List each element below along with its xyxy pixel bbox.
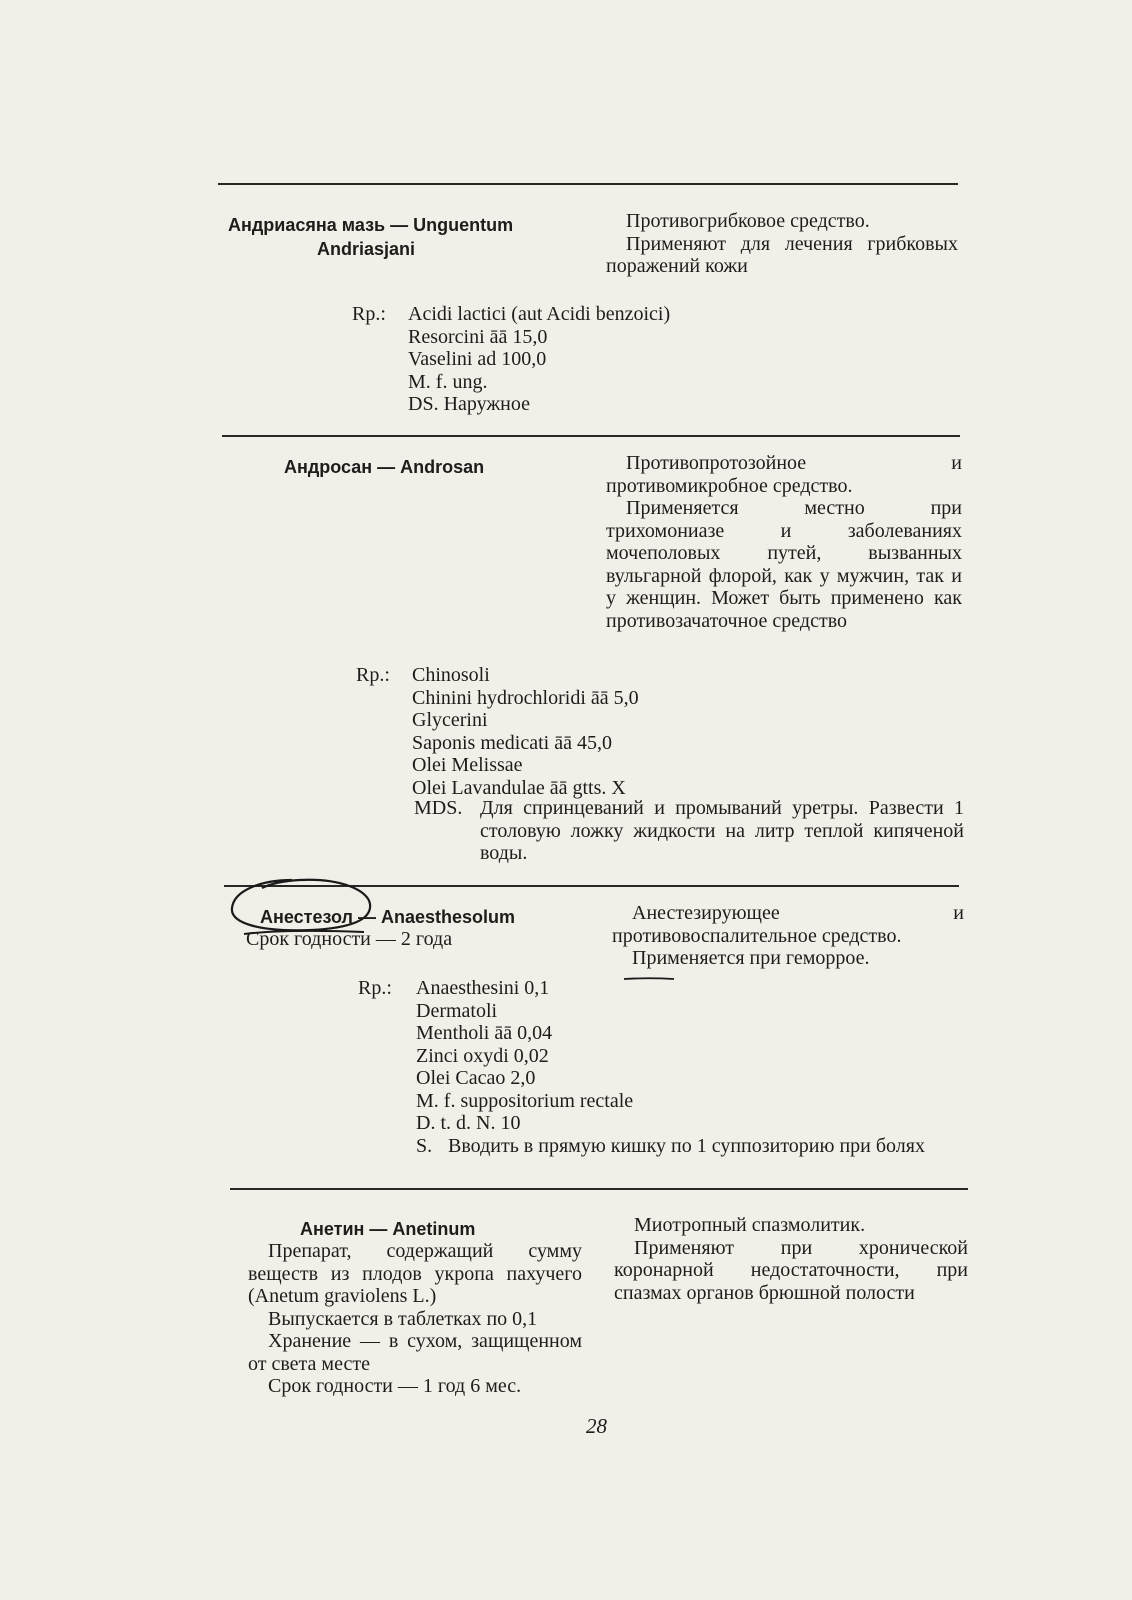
description-paragraph: Миотропный спазмолитик. [634, 1214, 866, 1236]
description-paragraph: Применяется при геморрое. [632, 947, 870, 969]
section-divider [230, 1188, 968, 1190]
entry-left-text [248, 1240, 582, 1398]
signa-label: S. [416, 1135, 433, 1157]
left-paragraph: Препарат, содержащий сумму веществ из плодов укропа пахучего (Anetum graviolens L.) [248, 1240, 582, 1307]
rx-line: DS. Наружное [408, 393, 531, 415]
rx-line: Zinci oxydi 0,02 [416, 1044, 549, 1067]
rx-label: Rp.: [352, 303, 386, 325]
rx-line: Anaesthesini 0,1 [416, 977, 550, 999]
entry-title-continued: Andriasjani [317, 239, 416, 259]
description-paragraph: Противогрибковое средство. [626, 210, 870, 232]
entry-title: Анестезол — Anaesthesolum [260, 907, 515, 927]
left-paragraph: Срок годности — 1 год 6 мес. [268, 1375, 522, 1397]
description-paragraph: Применяют при хронической коронарной недостаточности, при спазмах органов брюшной полости [614, 1236, 968, 1304]
shelf-life: Срок годности — 2 года [246, 928, 453, 950]
entry-title: Анетин — Anetinum [300, 1219, 476, 1239]
rx-line: Vaselini ad 100,0 [408, 348, 547, 370]
rx-line: Dermatoli [416, 999, 498, 1022]
rx-line: D. t. d. N. 10 [416, 1112, 521, 1134]
rx-line: Resorcini āā 15,0 [408, 325, 548, 348]
description-paragraph: Применяется местно при трихомониазе и заболеваниях мочеполовых путей, вызванных вульгарной флорой, как у мужчин, так и у женщин. Может быть применено как противозачаточное средство [606, 497, 962, 632]
section-divider [218, 183, 958, 185]
rx-line: Mentholi āā 0,04 [416, 1022, 553, 1044]
section-divider [222, 435, 960, 437]
rx-line: Saponis medicati āā 45,0 [412, 731, 612, 754]
rx-line: M. f. suppositorium rectale [416, 1089, 634, 1112]
rx-line: Olei Lavandulae āā gtts. X [412, 776, 626, 799]
left-paragraph: Выпускается в таблетках по 0,1 [268, 1307, 538, 1330]
entry-description [612, 902, 964, 970]
rx-line: M. f. ung. [408, 370, 488, 393]
entry-title: Андриасяна мазь — Unguentum [228, 215, 514, 235]
entry-title: Андросан — Androsan [284, 457, 485, 477]
rx-line: Chinosoli [412, 664, 490, 686]
rx-line: Chinini hydrochloridi āā 5,0 [412, 686, 639, 709]
description-paragraph: Противопротозойное и противомикробное средство. [606, 452, 962, 497]
rx-line: Glycerini [412, 709, 488, 731]
rx-line: Olei Melissae [412, 754, 523, 776]
rx-label: Rp.: [358, 977, 392, 999]
signa-text: Вводить в прямую кишку по 1 суппозиторию при болях [448, 1135, 925, 1157]
entry-description [614, 1214, 968, 1304]
prescription-block [356, 664, 756, 804]
page-number: 28 [586, 1414, 607, 1438]
left-paragraph: Хранение — в сухом, защищенном от света месте [248, 1330, 582, 1375]
entry-description [606, 210, 958, 278]
description-paragraph: Анестезирующее и противовоспалительное средство. [612, 902, 964, 947]
prescription-block [352, 303, 852, 423]
rx-label: Rp.: [356, 664, 390, 686]
signa-text: Для спринцеваний и промываний уретры. Развести 1 столовую ложку жидкости на литр теплой кипяченой воды. [480, 797, 964, 864]
entry-description [606, 452, 962, 632]
signa-label: MDS. [414, 797, 463, 819]
prescription-block [358, 977, 758, 1137]
rx-line: Olei Cacao 2,0 [416, 1067, 536, 1089]
description-paragraph: Применяют для лечения грибковых поражений кожи [606, 232, 958, 277]
rx-line: Acidi lactici (aut Acidi benzoici) [408, 303, 671, 325]
